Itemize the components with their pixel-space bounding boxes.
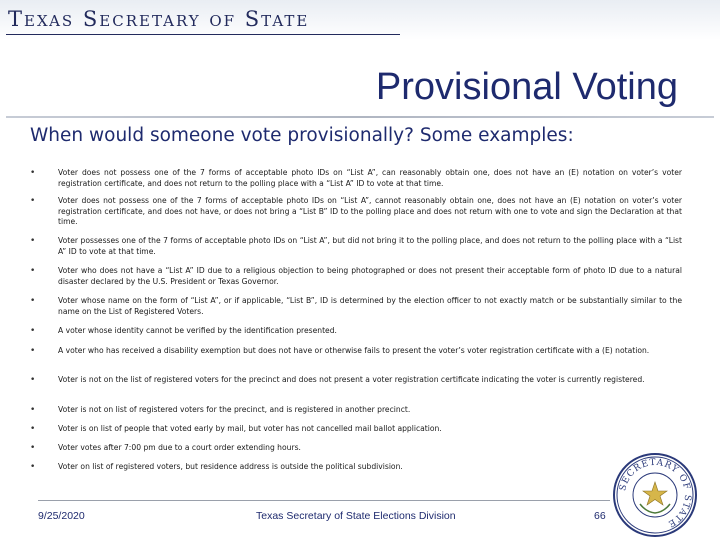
list-item-text: Voter is not on the list of registered voters for the precinct and does not present a voter registration certificate indicating the voter is currently registered. [58, 375, 645, 384]
list-item-text: Voter on list of registered voters, but residence address is outside the political subdivision. [58, 462, 403, 471]
bullet-marker: • [30, 375, 36, 385]
seal-lettering: SECRETARY OF STATE [618, 457, 693, 529]
list-item-text: Voter is on list of people that voted early by mail, but voter has not cancelled mail ballot application. [58, 424, 442, 433]
footer-date: 9/25/2020 [38, 510, 85, 522]
list-item-text: A voter who has received a disability exemption but does not have or otherwise fails to present the voter’s voter registration certificate with a (E) notation. [58, 346, 650, 355]
state-seal-icon [612, 452, 698, 538]
list-item-text: Voter whose name on the form of “List A”, or if applicable, “List B”, ID is determined by the election officer to not exactly match or be substantially similar to the name on the List of Registered Voters. [58, 296, 682, 316]
page-number: 66 [594, 510, 606, 522]
bullet-marker: • [30, 462, 36, 472]
footer-division: Texas Secretary of State Elections Division [256, 510, 456, 522]
bullet-marker: • [30, 196, 36, 206]
list-item-text: Voter does not possess one of the 7 forms of acceptable photo IDs on “List A”, cannot reasonably obtain one, does not have an (E) notation on voter’s voter registration certificate, and does not have, or does not bring a “List B” ID to the polling place and does not return with one to vote and sign the Declaration at that time. [58, 196, 682, 227]
list-item-text: A voter whose identity cannot be verified by the identification presented. [58, 326, 337, 335]
bullet-marker: • [30, 168, 36, 178]
list-item-text: Voter who does not have a “List A” ID due to a religious objection to being photographed or does not present their acceptable form of photo ID due to a natural disaster declared by the U.S. President or Texas Governor. [58, 266, 682, 286]
slide-subtitle: When would someone vote provisionally? Some examples: [30, 125, 574, 146]
bullet-marker: • [30, 236, 36, 246]
bullet-marker: • [30, 405, 36, 415]
bullet-marker: • [30, 296, 36, 306]
list-item-text: Voter possesses one of the 7 forms of acceptable photo IDs on “List A”, but did not bring it to the polling place, and does not return to the polling place with a “List A” ID to vote at that time. [58, 236, 682, 256]
bullet-marker: • [30, 326, 36, 336]
slide-title: Provisional Voting [375, 66, 678, 108]
list-item-text: Voter does not possess one of the 7 forms of acceptable photo IDs on “List A”, can reasonably obtain one, does not have an (E) notation on voter’s voter registration certificate, and does not return to the polling place with a “List A” ID to vote at that time. [58, 168, 682, 188]
bullet-marker: • [30, 266, 36, 276]
bullet-marker: • [30, 346, 36, 356]
footer-divider [38, 500, 610, 501]
bullet-marker: • [30, 443, 36, 453]
list-item-text: Voter is not on list of registered voters for the precinct, and is registered in another precinct. [58, 405, 411, 414]
banner-title: Texas Secretary of State [8, 7, 310, 31]
bullet-marker: • [30, 424, 36, 434]
list-item-text: Voter votes after 7:00 pm due to a court order extending hours. [58, 443, 301, 452]
